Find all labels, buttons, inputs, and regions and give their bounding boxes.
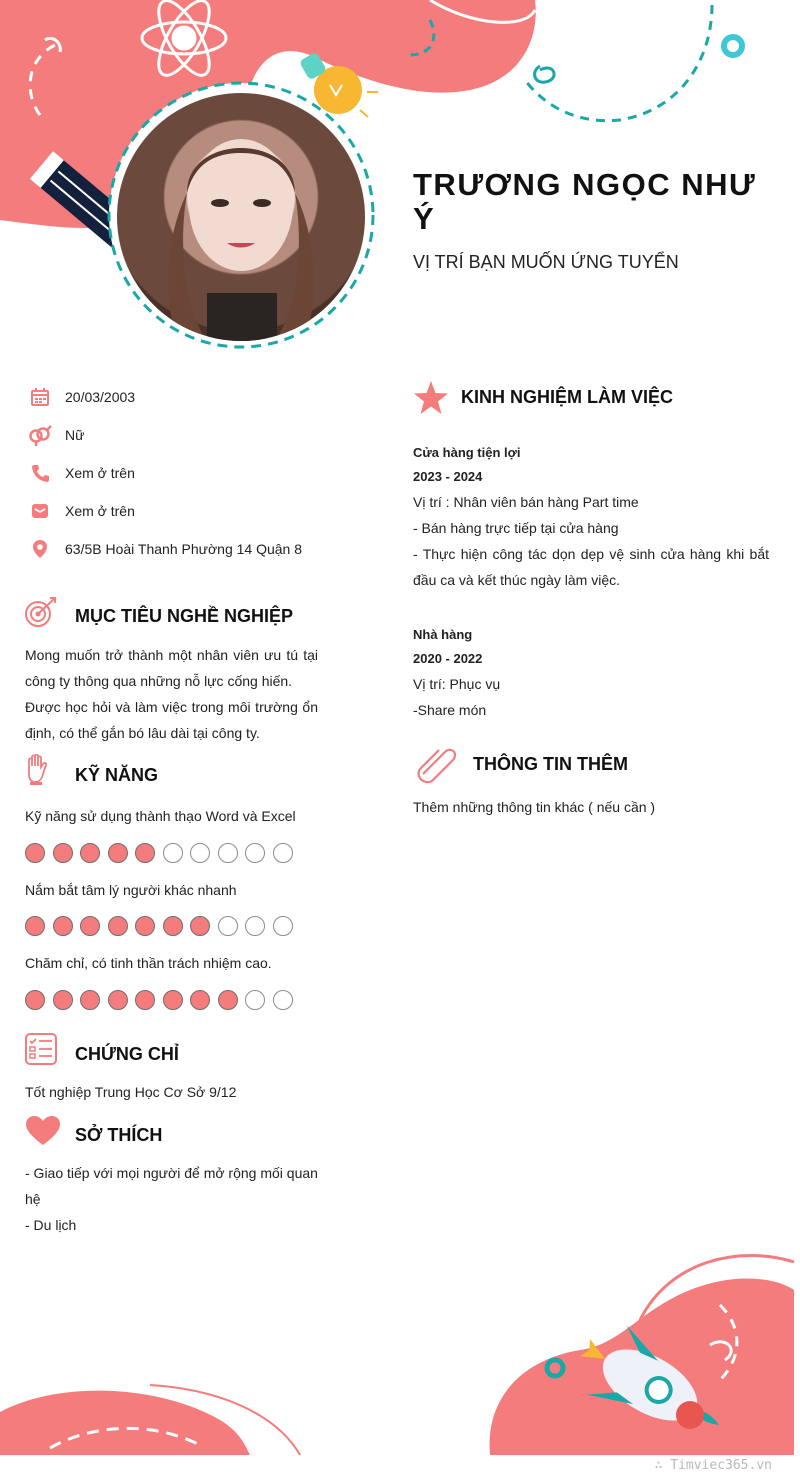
- job-company: Nhà hàng: [413, 627, 473, 642]
- contact-phone: [28, 460, 135, 486]
- gender-icon: [28, 423, 52, 447]
- avatar-face-drawing: [117, 93, 365, 341]
- objective-line: định, có thể gắn bó lâu dài tại công ty.: [25, 725, 260, 741]
- rating-dot-empty: [273, 843, 293, 863]
- skill-rating: [25, 916, 293, 936]
- objective-text: [25, 642, 318, 746]
- rating-dot-filled: [25, 916, 45, 936]
- address-text: 63/5B Hoài Thanh Phường 14 Quận 8: [65, 541, 303, 557]
- rating-dot-empty: [245, 916, 265, 936]
- phone-icon: [28, 461, 52, 485]
- objective-line: công ty thông qua những nỗ lực cống hiến.: [25, 673, 293, 689]
- certificates-title: CHỨNG CHỈ: [75, 1044, 179, 1064]
- additional-title: THÔNG TIN THÊM: [473, 754, 628, 774]
- paperclip-icon: [415, 744, 459, 789]
- avatar-photo: [117, 93, 365, 341]
- checklist-icon: [25, 1033, 57, 1070]
- rating-dot-filled: [53, 916, 73, 936]
- desired-position: VỊ TRÍ BẠN MUỐN ỨNG TUYỂN: [413, 252, 679, 272]
- certificates-text: Tốt nghiệp Trung Học Cơ Sở 9/12: [25, 1084, 237, 1100]
- dashed-swirl: [525, 5, 712, 121]
- rating-dot-filled: [108, 990, 128, 1010]
- birthday-text: 20/03/2003: [65, 389, 136, 405]
- job-company: Cửa hàng tiện lợi: [413, 445, 521, 460]
- skill-name: Chăm chỉ, có tinh thần trách nhiệm cao.: [25, 955, 272, 971]
- job-period: 2020 - 2022: [413, 651, 483, 666]
- rating-dot-filled: [163, 916, 183, 936]
- objective-line: Được học hỏi và làm việc trong môi trường ổn: [25, 699, 318, 715]
- teal-ring: [724, 37, 742, 55]
- job-line: - Bán hàng trực tiếp tại cửa hàng: [413, 520, 619, 536]
- rating-dot-filled: [108, 843, 128, 863]
- rating-dot-empty: [245, 843, 265, 863]
- contact-email: [28, 498, 135, 524]
- watermark: ∴ Timviec365.vn: [654, 1458, 772, 1473]
- job-entry: [413, 623, 769, 723]
- job-line: -Share món: [413, 702, 487, 718]
- calendar-icon: [28, 385, 52, 409]
- hobbies-text: [25, 1160, 325, 1238]
- contact-address: [28, 536, 302, 562]
- rating-dot-filled: [80, 990, 100, 1010]
- rating-dot-empty: [190, 843, 210, 863]
- rating-dot-filled: [190, 916, 210, 936]
- email-icon: [28, 499, 52, 523]
- rating-dot-filled: [135, 843, 155, 863]
- rating-dot-empty: [163, 843, 183, 863]
- additional-text: Thêm những thông tin khác ( nếu cần ): [413, 799, 656, 815]
- hobby-line: - Giao tiếp với mọi người để mở rộng mối quan: [25, 1165, 318, 1181]
- skill-rating: [25, 843, 293, 863]
- skill-rating: [25, 990, 293, 1010]
- job-line: đầu ca và kết thúc ngày làm việc.: [413, 572, 620, 588]
- candidate-name: TRƯƠNG NGỌC NHƯ Ý: [413, 167, 757, 236]
- phone-text: Xem ở trên: [65, 465, 135, 481]
- job-line: Vị trí: Phục vụ: [413, 676, 501, 692]
- job-period: 2023 - 2024: [413, 469, 483, 484]
- rating-dot-filled: [80, 843, 100, 863]
- hobby-line: - Du lịch: [25, 1217, 77, 1233]
- rating-dot-filled: [163, 990, 183, 1010]
- skill-name: Kỹ năng sử dụng thành thạo Word và Excel: [25, 808, 296, 824]
- skill-name: Nắm bắt tâm lý người khác nhanh: [25, 882, 237, 898]
- heart-icon: [25, 1115, 61, 1152]
- job-line: Vị trí : Nhân viên bán hàng Part time: [413, 494, 639, 510]
- rating-dot-filled: [25, 990, 45, 1010]
- experience-title: KINH NGHIỆM LÀM VIỆC: [461, 387, 674, 407]
- job-entry: [413, 441, 769, 593]
- rating-dot-filled: [53, 843, 73, 863]
- star-icon: [413, 380, 449, 421]
- rating-dot-filled: [135, 990, 155, 1010]
- rating-dot-empty: [218, 843, 238, 863]
- rating-dot-filled: [190, 990, 210, 1010]
- location-icon: [28, 537, 52, 561]
- rating-dot-empty: [218, 916, 238, 936]
- rating-dot-filled: [218, 990, 238, 1010]
- email-text: Xem ở trên: [65, 503, 135, 519]
- bottom-left-blob: [0, 1391, 250, 1455]
- rating-dot-empty: [245, 990, 265, 1010]
- hobbies-title: SỞ THÍCH: [75, 1125, 163, 1145]
- rating-dot-filled: [53, 990, 73, 1010]
- contact-birthday: [28, 384, 135, 410]
- contact-gender: [28, 422, 84, 448]
- rating-dot-filled: [108, 916, 128, 936]
- gender-text: Nữ: [65, 427, 85, 443]
- job-line: - Thực hiện công tác dọn dẹp vệ sinh cửa hàng khi bắt: [413, 546, 769, 562]
- skills-title: KỸ NĂNG: [75, 765, 159, 785]
- rating-dot-filled: [80, 916, 100, 936]
- rating-dot-empty: [273, 990, 293, 1010]
- hobby-line: hệ: [25, 1191, 41, 1207]
- objective-title: MỤC TIÊU NGHỀ NGHIỆP: [75, 606, 294, 626]
- rating-dot-filled: [135, 916, 155, 936]
- rating-dot-empty: [273, 916, 293, 936]
- rating-dot-filled: [25, 843, 45, 863]
- hand-icon: [25, 754, 49, 791]
- objective-line: Mong muốn trở thành một nhân viên ưu tú tại: [25, 647, 318, 663]
- target-icon: [24, 596, 58, 635]
